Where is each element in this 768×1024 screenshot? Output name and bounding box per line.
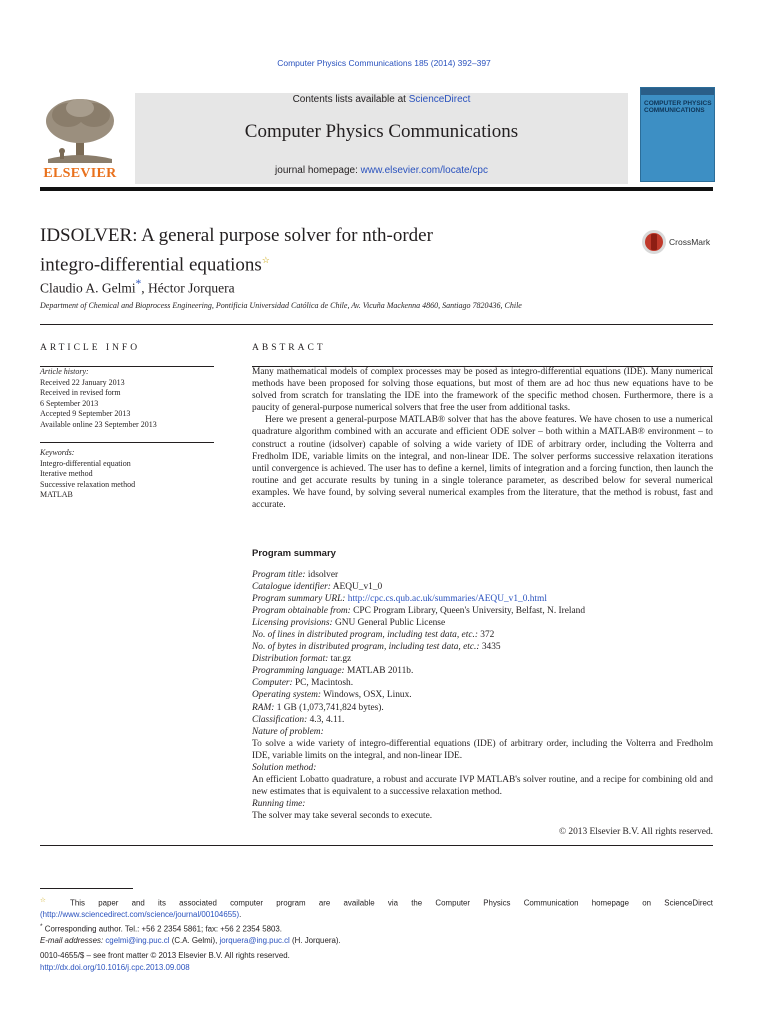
summary-field bbox=[252, 641, 713, 653]
program-summary-heading: Program summary bbox=[252, 548, 336, 559]
corresponding-author-mark[interactable]: * bbox=[135, 278, 142, 290]
article-history bbox=[40, 367, 214, 431]
field-label: Catalogue identifier: bbox=[252, 582, 331, 593]
summary-field bbox=[252, 689, 713, 701]
field-label: RAM: bbox=[252, 702, 275, 713]
cover-strip bbox=[641, 88, 714, 95]
affiliation: Department of Chemical and Bioprocess Engineering, Pontificia Universidad Católica de Chile, Av. Vicuña Mackenna 4860, Santiago 7820436, Chile bbox=[40, 301, 522, 310]
keyword: Integro-differential equation bbox=[40, 458, 131, 468]
footnote-1 bbox=[40, 895, 713, 921]
history-item: Accepted 9 September 2013 bbox=[40, 409, 131, 419]
field-label: No. of lines in distributed program, including test data, etc.: bbox=[252, 630, 478, 641]
footnote-2-text: Corresponding author. Tel.: +56 2 2354 5861; fax: +56 2 2354 5803. bbox=[42, 924, 282, 934]
title-line-2: integro-differential equations bbox=[40, 254, 262, 276]
keywords bbox=[40, 448, 214, 501]
keywords-label: Keywords: bbox=[40, 448, 75, 457]
email-footnote bbox=[40, 935, 713, 947]
field-label: Distribution format: bbox=[252, 654, 329, 665]
summary-field bbox=[252, 714, 713, 726]
running-label: Running time: bbox=[252, 798, 306, 809]
journal-homepage bbox=[135, 165, 628, 176]
abstract-paragraph-1: Many mathematical models of complex processes may be posed as integro-differential equations (IDE). Many numerical methods have been proposed for solving those equations, but most of them are ad hoc thus new equations have to be solved from scratch for translating the IDE into the framework of the specific method chosen. Furthermore, there is a paucity of general-purpose numerical solvers that free the user from additional tasks. bbox=[252, 367, 713, 414]
author-separator: , bbox=[141, 280, 148, 296]
homepage-prefix: journal homepage: bbox=[275, 165, 361, 176]
contents-prefix: Contents lists available at bbox=[292, 94, 409, 105]
field-label: Operating system: bbox=[252, 690, 321, 701]
summary-field bbox=[252, 569, 713, 581]
field-value: 4.3, 4.11. bbox=[307, 714, 345, 725]
sciencedirect-link[interactable]: ScienceDirect bbox=[408, 94, 471, 105]
title-footnote-star[interactable]: ☆ bbox=[261, 255, 270, 265]
running-text: The solver may take several seconds to execute. bbox=[252, 810, 433, 821]
history-item: Received 22 January 2013 bbox=[40, 377, 125, 387]
email-jorquera-link[interactable]: jorquera@ing.puc.cl bbox=[219, 936, 290, 946]
email-jorquera-owner: (H. Jorquera). bbox=[289, 936, 341, 946]
field-value: GNU General Public License bbox=[332, 618, 446, 629]
summary-field bbox=[252, 605, 713, 617]
summary-field bbox=[252, 702, 713, 714]
footnotes bbox=[40, 895, 713, 947]
field-value: MATLAB 2011b. bbox=[344, 666, 414, 677]
header-rule bbox=[40, 187, 713, 191]
field-label: Program summary URL: bbox=[252, 594, 346, 605]
keyword: MATLAB bbox=[40, 490, 73, 500]
history-item: Received in revised form bbox=[40, 388, 121, 398]
field-value: tar.gz bbox=[328, 654, 352, 665]
journal-citation[interactable]: Computer Physics Communications 185 (2014) 392–397 bbox=[277, 58, 491, 68]
summary-field bbox=[252, 617, 713, 629]
summary-url-link[interactable]: http://cpc.cs.qub.ac.uk/summaries/AEQU_v1_0.html bbox=[345, 594, 547, 605]
footnote-asterisk: * bbox=[40, 922, 43, 930]
field-label: Programming language: bbox=[252, 666, 345, 677]
footnote-rule bbox=[40, 888, 133, 889]
summary-field bbox=[252, 593, 713, 605]
author-jorquera: Héctor Jorquera bbox=[148, 280, 235, 296]
email-label: E-mail addresses: bbox=[40, 936, 104, 946]
nature-label: Nature of problem: bbox=[252, 726, 324, 737]
program-summary bbox=[252, 569, 713, 822]
field-value: idsolver bbox=[305, 570, 339, 580]
field-value: 372 bbox=[477, 630, 495, 641]
field-value: PC, Macintosh. bbox=[292, 678, 354, 689]
journal-title: Computer Physics Communications bbox=[244, 121, 519, 142]
keyword: Iterative method bbox=[40, 469, 93, 479]
footnote-1-end: . bbox=[239, 910, 242, 920]
footnote-1-text: This paper and its associated computer program are available via the Computer Physics Communication homepage on ScienceDirect bbox=[56, 898, 713, 908]
front-matter bbox=[40, 950, 440, 973]
keyword: Successive relaxation method bbox=[40, 479, 136, 489]
contents-line bbox=[135, 94, 628, 105]
abstract-body bbox=[252, 366, 713, 511]
nature-text: To solve a wide variety of integro-differential equations (IDE) of arbitrary order, including the Volterra and Fredholm IDE, variable limits on the integral, and non-linear IDE. bbox=[252, 738, 713, 761]
footnote-star: ☆ bbox=[40, 897, 57, 904]
footnote-2 bbox=[40, 921, 713, 935]
email-gelmi-owner: (C.A. Gelmi), bbox=[169, 936, 220, 946]
solution-label: Solution method: bbox=[252, 762, 317, 773]
field-value: 1 GB (1,073,741,824 bytes). bbox=[274, 702, 384, 713]
doi-link[interactable]: http://dx.doi.org/10.1016/j.cpc.2013.09.008 bbox=[40, 962, 190, 972]
field-label: Program title: bbox=[252, 570, 306, 580]
email-gelmi-link[interactable]: cgelmi@ing.puc.cl bbox=[105, 936, 170, 946]
field-value: CPC Program Library, Queen's University, Belfast, N. Ireland bbox=[350, 606, 586, 617]
issn-line: 0010-4655/$ – see front matter © 2013 Elsevier B.V. All rights reserved. bbox=[40, 951, 290, 960]
summary-field bbox=[252, 653, 713, 665]
history-label: Article history: bbox=[40, 367, 89, 376]
field-label: Classification: bbox=[252, 714, 308, 725]
article-info-heading: ARTICLE INFO bbox=[40, 343, 141, 353]
abstract-heading: ABSTRACT bbox=[252, 343, 326, 353]
title-rule bbox=[40, 324, 713, 325]
crossmark-label[interactable]: CrossMark bbox=[669, 237, 711, 247]
cover-title: COMPUTER PHYSICS COMMUNICATIONS bbox=[644, 100, 712, 114]
sciencedirect-journal-link[interactable]: (http://www.sciencedirect.com/science/journal/00104655) bbox=[40, 910, 240, 920]
author-gelmi: Claudio A. Gelmi bbox=[40, 280, 136, 296]
field-value: 3435 bbox=[479, 642, 501, 653]
journal-cover-thumbnail[interactable] bbox=[640, 87, 715, 182]
field-label: Computer: bbox=[252, 678, 293, 689]
field-label: Licensing provisions: bbox=[252, 618, 333, 629]
summary-field bbox=[252, 677, 713, 689]
history-item: Available online 23 September 2013 bbox=[40, 419, 157, 429]
summary-field bbox=[252, 581, 713, 593]
homepage-link[interactable]: www.elsevier.com/locate/cpc bbox=[360, 165, 488, 176]
title-line-1: IDSOLVER: A general purpose solver for nth-order bbox=[40, 225, 433, 246]
copyright-notice: © 2013 Elsevier B.V. All rights reserved. bbox=[558, 827, 713, 837]
summary-field bbox=[252, 665, 713, 677]
summary-field bbox=[252, 629, 713, 641]
keywords-rule bbox=[40, 442, 214, 443]
author-list bbox=[40, 278, 235, 297]
field-label: Program obtainable from: bbox=[252, 606, 351, 617]
field-label: No. of bytes in distributed program, including test data, etc.: bbox=[252, 642, 480, 653]
article-title bbox=[40, 224, 600, 277]
elsevier-wordmark[interactable]: ELSEVIER bbox=[43, 166, 117, 181]
abstract-end-rule bbox=[40, 845, 713, 846]
history-item: 6 September 2013 bbox=[40, 398, 99, 408]
field-value: Windows, OSX, Linux. bbox=[321, 690, 412, 701]
field-value: AEQU_v1_0 bbox=[330, 582, 383, 593]
abstract-paragraph-2: Here we present a general-purpose MATLAB® solver that has the above features. We have chosen to use a numerical quadrature algorithm combined with an accurate and efficient ODE solver – both within a MATLAB® environment – to construct a routine (idsolver) capable of solving a wide variety of IDE of arbitrary order, including the Volterra and Fredholm IDE, variable limits on the integral, and non-linear IDE. The solver performs successive relaxation iterations until convergence is achieved. The user has to define a kernel, limits of integration and a forcing function, then launch the routine and get accurate results by tuning in a single tolerance parameter, as described below for several numerical examples. We have found, by solving several numerical examples from the literature, that the method is robust, fast and accurate. bbox=[252, 415, 713, 511]
solution-text: An efficient Lobatto quadrature, a robust and accurate IVP MATLAB's solver routine, and a recipe for combining old and new estimates that is equivalent to a successive relaxation method. bbox=[252, 774, 713, 797]
